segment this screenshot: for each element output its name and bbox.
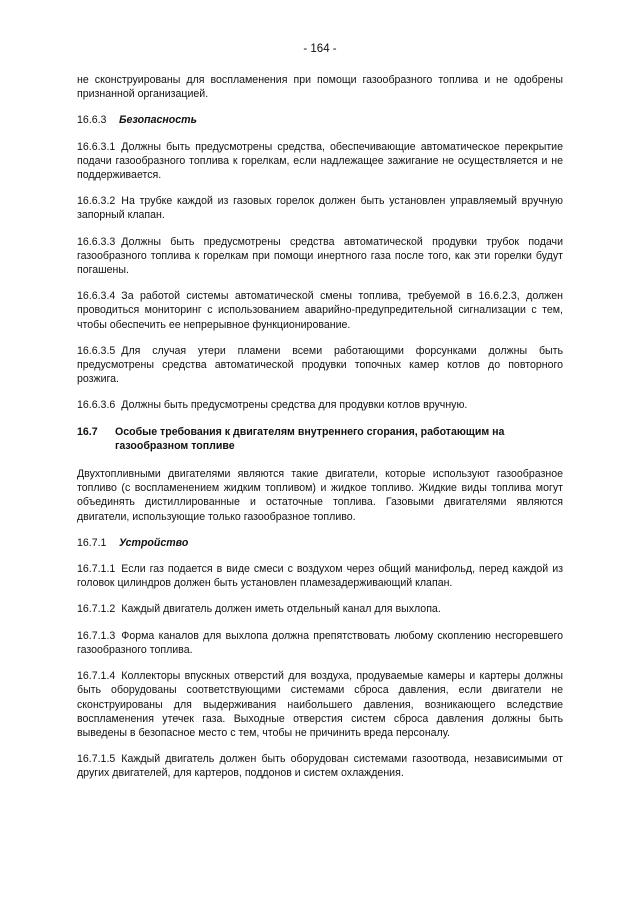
- section-heading-16-7: [77, 425, 563, 453]
- paragraph-text: Каждый двигатель должен иметь отдельный канал для выхлопа.: [121, 603, 441, 616]
- section-number: 16.6.3: [77, 114, 107, 127]
- paragraph-16-7-intro: Двухтопливными двигателями являются такие двигатели, которые используют газообразное топливо (с воспламенением жидким топливом) и жидкое топливо. Жидкие виды топлива могут объединять дистиллированные и остаточные топлива. Газовыми двигателями являются двигатели, использующие только газообразное топливо.: [77, 468, 563, 523]
- paragraph-text: Каждый двигатель должен быть оборудован системами газоотвода, независимыми от других двигателей, для картеров, поддонов и систем охлаждения.: [77, 753, 563, 780]
- paragraph-text: Должны быть предусмотрены средства для продувки котлов вручную.: [121, 399, 468, 412]
- section-title: Безопасность: [119, 114, 197, 127]
- paragraph-number: 16.7.1.3: [77, 629, 116, 642]
- section-title: Устройство: [119, 536, 189, 549]
- paragraph-16-6-3-2: [77, 194, 563, 222]
- section-number: 16.7.1: [77, 536, 107, 549]
- paragraph-number: 16.6.3.5: [77, 344, 116, 357]
- paragraph-text: Должны быть предусмотрены средства, обеспечивающие автоматическое перекрытие подачи газообразного топлива к горелкам, если надлежащее зажигание не осуществляется и не поддерживается.: [77, 140, 563, 182]
- paragraph-text: Форма каналов для выхлопа должна препятствовать любому скоплению несгоревшего газообразного топлива.: [77, 629, 563, 656]
- section-number: 16.7: [77, 425, 98, 438]
- page-number: - 164 -: [303, 43, 337, 55]
- paragraph-number: 16.7.1.2: [77, 603, 116, 616]
- paragraph-number: 16.6.3.2: [77, 195, 116, 208]
- paragraph-16-6-3-6: [77, 398, 563, 412]
- paragraph-16-7-1-3: [77, 629, 563, 657]
- paragraph-number: 16.7.1.5: [77, 753, 116, 766]
- paragraph-number: 16.7.1.1: [77, 563, 116, 576]
- paragraph-text: Должны быть предусмотрены средства автоматической продувки трубок подачи газообразного топлива к горелкам при помощи инертного газа после того, как эти горелки будут погашены.: [77, 235, 563, 277]
- paragraph-16-6-3-3: [77, 235, 563, 278]
- paragraph-text: Коллекторы впускных отверстий для воздуха, продуваемые камеры и картеры должны быть оборудованы соответствующими системами сброса давления, если двигатели не сконструированы для выдерживания наибольшего давления, возникающего вследствие воспламенения утечек газа. Выходные отверстия систем сброса давления должны быть выведены в безопасное место с тем, чтобы не причинить вреда персоналу.: [77, 670, 563, 739]
- paragraph-16-7-1-1: [77, 562, 563, 590]
- paragraph-number: 16.6.3.6: [77, 399, 116, 412]
- paragraph-16-6-3-4: [77, 289, 563, 332]
- section-heading-16-7-1: [77, 536, 563, 550]
- section-heading-16-6-3: [77, 113, 563, 127]
- paragraph-16-7-1-4: [77, 669, 563, 740]
- paragraph-number: 16.6.3.4: [77, 290, 116, 303]
- paragraph-number: 16.7.1.4: [77, 670, 116, 683]
- paragraph-16-7-1-5: [77, 752, 563, 780]
- paragraph-16-7-1-2: [77, 602, 563, 616]
- paragraph-text: За работой системы автоматической смены топлива, требуемой в 16.6.2.3, должен проводиться мониторинг с использованием аварийно-предупредительной сигнализации с тем, чтобы обеспечить ее непрерывное функционирование.: [77, 290, 563, 331]
- section-title: Особые требования к двигателям внутреннего сгорания, работающим на газообразном топливе: [115, 425, 505, 452]
- paragraph-number: 16.6.3.1: [77, 140, 116, 153]
- page-content: [77, 73, 563, 793]
- intro-paragraph: не сконструированы для воспламенения при помощи газообразного топлива и не одобрены признанной организацией.: [77, 74, 563, 101]
- paragraph-16-6-3-5: [77, 344, 563, 387]
- paragraph-text: Для случая утери пламени всеми работающими форсунками должны быть предусмотрены средства автоматической продувки топочных камер котлов до повторного розжига.: [77, 344, 563, 386]
- paragraph-number: 16.6.3.3: [77, 235, 116, 248]
- paragraph-16-6-3-1: [77, 140, 563, 183]
- paragraph-text: Если газ подается в виде смеси с воздухом через общий манифольд, перед каждой из головок цилиндров должен быть установлен пламезадерживающий клапан.: [77, 563, 563, 590]
- paragraph-text: На трубке каждой из газовых горелок должен быть установлен управляемый вручную запорный клапан.: [77, 195, 563, 222]
